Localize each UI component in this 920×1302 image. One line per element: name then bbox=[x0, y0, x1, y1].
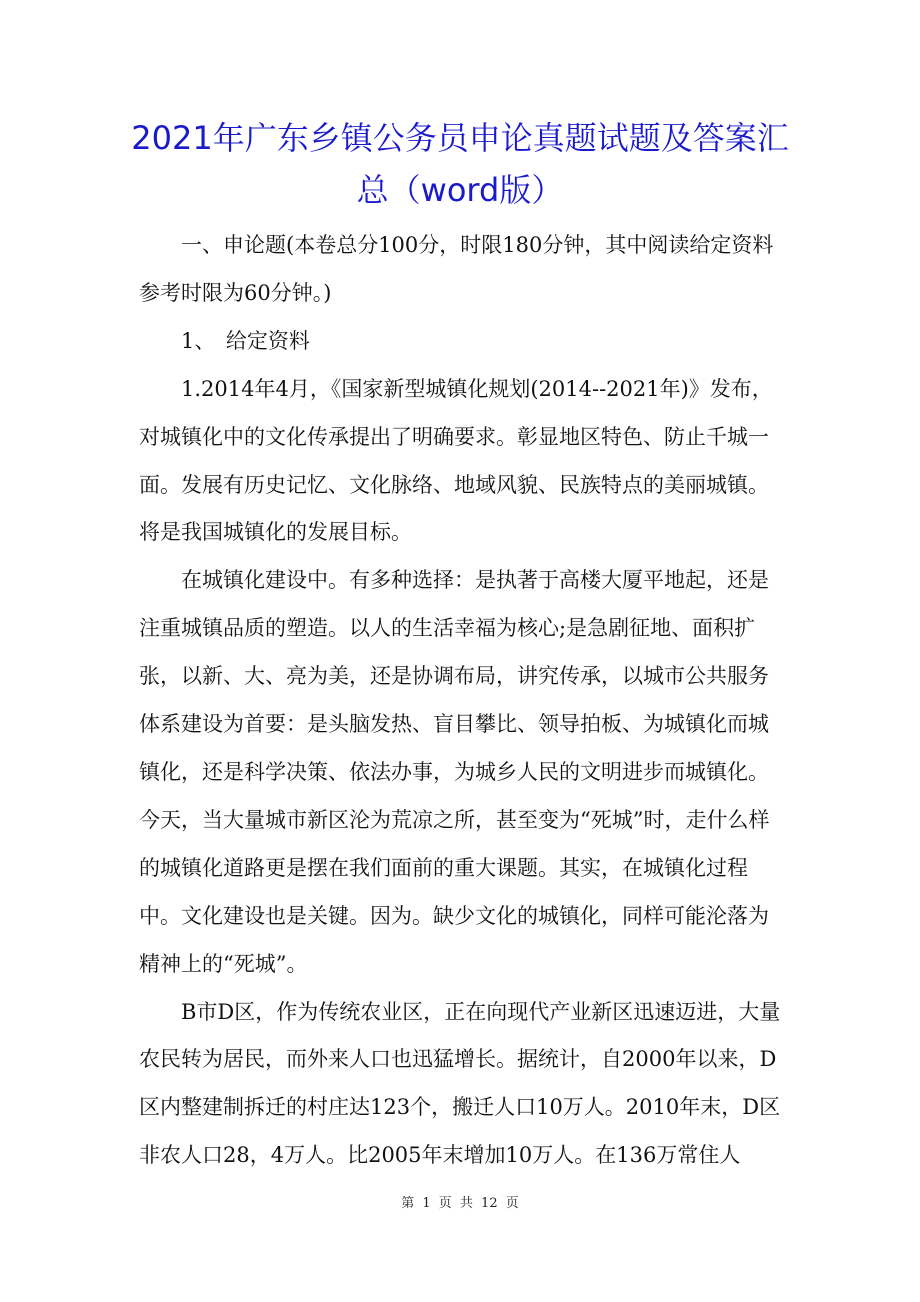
paragraph-subsection-header: 1、 给定资料 bbox=[181, 328, 310, 353]
document-body bbox=[139, 222, 787, 1180]
paragraph-section-header: 一、申论题(本卷总分100分，时限180分钟，其中阅读给定资料参考时限为60分钟。) bbox=[139, 233, 774, 305]
document-title: 2021年广东乡镇公务员申论真题试题及答案汇总（word版） bbox=[131, 119, 789, 209]
page-footer: 第 1 页 共 12 页 bbox=[401, 1196, 519, 1211]
paragraph-material-3: B市D区，作为传统农业区，正在向现代产业新区迅速迈进，大量农民转为居民，而外来人口也迅猛增长。据统计，自2000年以来，D区内整建制拆迁的村庄达123个，搬迁人口10万人。2010年末，D区非农人口28，4万人。比2005年末增加10万人。在136万常住人 bbox=[139, 999, 781, 1168]
paragraph-material-1: 1.2014年4月，《国家新型城镇化规划(2014--2021年)》发布，对城镇化中的文化传承提出了明确要求。彰显地区特色、防止千城一面。发展有历史记忆、文化脉络、地域风貌、民族特点的美丽城镇。将是我国城镇化的发展目标。 bbox=[139, 376, 773, 545]
paragraph-material-2: 在城镇化建设中。有多种选择：是执著于高楼大厦平地起，还是注重城镇品质的塑造。以人的生活幸福为核心;是急剧征地、面积扩张，以新、大、亮为美，还是协调布局，讲究传承，以城市公共服务体系建设为首要：是头脑发热、盲目攀比、领导拍板、为城镇化而城镇化，还是科学决策、依法办事，为城乡人民的文明进步而城镇化。今天，当大量城市新区沦为荒凉之所，甚至变为“死城”时，走什么样的城镇化道路更是摆在我们面前的重大课题。其实，在城镇化过程中。文化建设也是关键。因为。缺少文化的城镇化，同样可能沦落为精神上的“死城”。 bbox=[139, 568, 770, 976]
